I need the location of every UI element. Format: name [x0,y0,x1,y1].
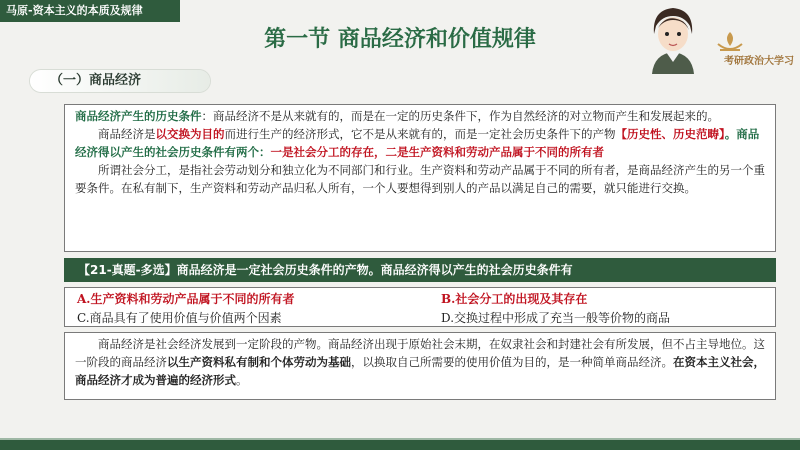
breadcrumb: 马原-资本主义的本质及规律 [0,0,180,22]
box1-p2-red2: 一是社会分工的存在，二是生产资料和劳动产品属于不同的所有者 [270,145,604,159]
box3-hl2: 在资本主义社会，商品经济才成为普遍的经济形式 [75,355,765,387]
box3-t1: 商品经济是社会经济发展到一定阶段的产物。商品经济出现于原始社会末期，在奴隶社会和封建社会有所发展，但不占主导地位。这一阶段的商品经济 [75,337,765,369]
box1-p2-mid: 而进行生产的经济形式，它不是从来就有的，而是一定社会历史条件下的产物 [224,127,616,141]
question-bar: 【21-真题-多选】商品经济是一定社会历史条件的产物。商品经济得以产生的社会历史条件有 [64,258,776,282]
content-box-history [64,104,776,252]
content-box-stage [64,332,776,400]
avatar [646,4,700,74]
box1-p1: ：商品经济不是从来就有的，而是在一定的历史条件下，作为自然经济的对立物而产生和发展起来的。 [201,109,719,123]
box1-p2-hl: 以交换为目的 [155,127,225,141]
brand-logo-text: 考研政治大学习 [724,56,794,67]
box3-t2: ，以换取自己所需要的使用价值为目的，是一种简单商品经济。 [351,355,673,369]
box1-p3: 所谓社会分工，是指社会劳动划分和独立化为不同部门和行业。生产资料和劳动产品属于不同的所有者，是商品经济产生的另一个重要条件。在私有制下，生产资料和劳动产品归私人所有，一个人要想得到别人的产品以满足自己的需要，就只能进行交换。 [75,163,765,195]
box1-p2-pre: 商品经济是 [98,127,156,141]
option-c[interactable]: C.商品具有了使用价值与价值两个因素 [77,311,282,325]
box1-heading: 商品经济产生的历史条件 [75,109,202,123]
box3-hl1: 以生产资料私有制和个体劳动为基础 [167,355,351,369]
options-box [64,287,776,327]
box1-p2-red: 【历史性、历史范畴】 [615,127,725,141]
footer-bar [0,440,800,450]
option-d[interactable]: D.交换过程中形成了充当一般等价物的商品 [441,311,671,325]
box1-p2-hl2: 。商品经济得以产生的社会历史条件有两个： [75,127,760,159]
box3-t3: 。 [236,373,248,387]
section-heading: （一）商品经济 [30,70,210,92]
option-b[interactable]: B.社会分工的出现及其存在 [441,292,588,306]
page-title: 第一节 商品经济和价值规律 [264,27,536,52]
option-a[interactable]: A.生产资料和劳动产品属于不同的所有者 [77,292,295,306]
